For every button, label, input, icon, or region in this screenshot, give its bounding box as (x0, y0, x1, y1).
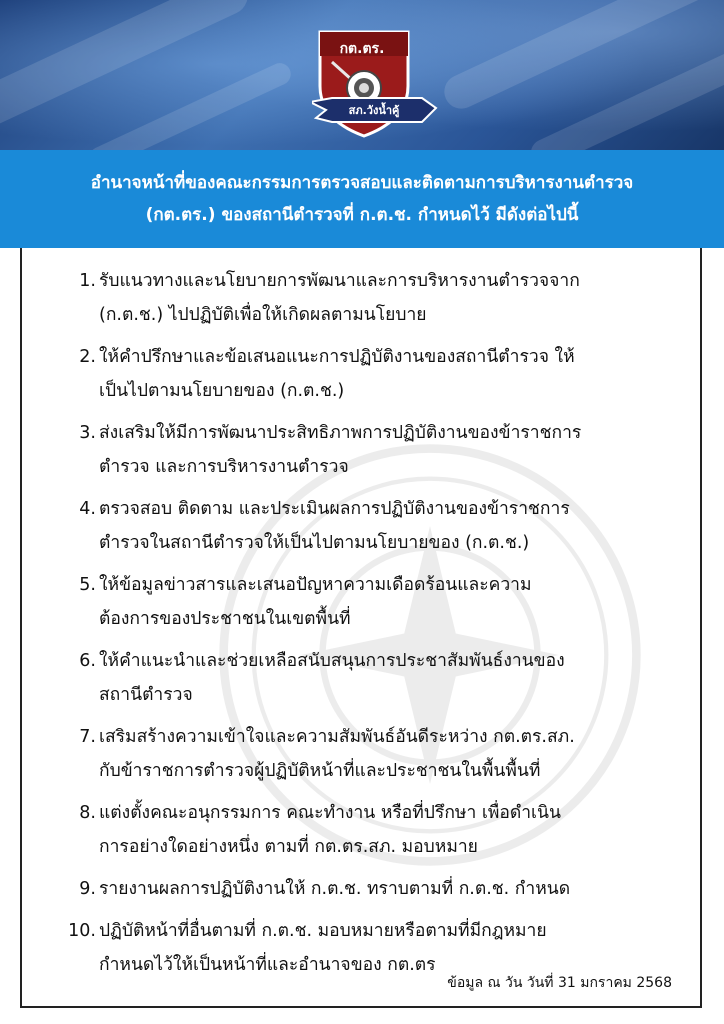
list-item-number: 6. (79, 651, 96, 671)
list-item-line: (ก.ต.ช.) ไปปฏิบัติเพื่อให้เกิดผลตามนโยบาย (99, 305, 427, 325)
list-item (64, 568, 684, 636)
list-item-number: 1. (79, 271, 96, 291)
list-item-line: กำหนดไว้ให้เป็นหน้าที่และอำนาจของ กต.ตร (99, 955, 436, 975)
list-item-line: ตำรวจในสถานีตำรวจให้เป็นไปตามนโยบายของ (ก.ต.ช.) (99, 533, 530, 553)
list-item-text (99, 568, 684, 636)
list-item-number: 4. (79, 499, 96, 519)
header-background (0, 0, 724, 160)
list-item-line: สถานีตำรวจ (99, 685, 193, 705)
list-item-line: กับข้าราชการตำรวจผู้ปฏิบัติหน้าที่และประชาชนในพื้นพื้นที่ (99, 761, 541, 781)
list-item-line: ตำรวจ และการบริหารงานตำรวจ (99, 457, 349, 477)
list-item-number: 7. (79, 727, 96, 747)
list-item-number: 10. (68, 921, 96, 941)
list-item-line: ต้องการของประชาชนในเขตพื้นที่ (99, 609, 351, 629)
logo-title: กต.ตร. (339, 41, 385, 57)
list-item-text (99, 492, 684, 560)
list-item (64, 416, 684, 484)
list-item-text (99, 796, 684, 864)
list-item-line: ให้คำแนะนำและช่วยเหลือสนับสนุนการประชาสัมพันธ์งานของ (99, 651, 565, 671)
list-item-line: ตรวจสอบ ติดตาม และประเมินผลการปฏิบัติงานของข้าราชการ (99, 499, 570, 519)
list-item-number: 2. (79, 347, 96, 367)
list-item-line: ให้คำปรึกษาและข้อเสนอแนะการปฏิบัติงานของสถานีตำรวจ ให้ (99, 347, 575, 367)
list-item-line: การอย่างใดอย่างหนึ่ง ตามที่ กต.ตร.สภ. มอบหมาย (99, 837, 478, 857)
list-item-line: แต่งตั้งคณะอนุกรรมการ คณะทำงาน หรือที่ปรึกษา เพื่อดำเนิน (99, 803, 561, 823)
list-item-line: เสริมสร้างความเข้าใจและความสัมพันธ์อันดีระหว่าง กต.ตร.สภ. (99, 727, 575, 747)
list-item-line: ปฏิบัติหน้าที่อื่นตามที่ ก.ต.ช. มอบหมายหรือตามที่มีกฎหมาย (99, 921, 547, 941)
list-item-text (99, 644, 684, 712)
list-item-line: ให้ข้อมูลข่าวสารและเสนอปัญหาความเดือดร้อนและความ (99, 575, 532, 595)
list-item-number: 5. (79, 575, 96, 595)
list-item (64, 872, 684, 906)
title-banner (0, 150, 724, 248)
list-item-number: 3. (79, 423, 96, 443)
page-title-line-1: อำนาจหน้าที่ของคณะกรรมการตรวจสอบและติดตามการบริหารงานตำรวจ (90, 173, 634, 193)
duties-list (64, 264, 684, 990)
list-item-line: รายงานผลการปฏิบัติงานให้ ก.ต.ช. ทราบตามที่ ก.ต.ช. กำหนด (99, 879, 571, 899)
list-item-text (99, 264, 684, 332)
list-item-line: ส่งเสริมให้มีการพัฒนาประสิทธิภาพการปฏิบัติงานของข้าราชการ (99, 423, 582, 443)
list-item (64, 264, 684, 332)
list-item-text (99, 872, 684, 906)
list-item (64, 340, 684, 408)
list-item-line: รับแนวทางและนโยบายการพัฒนาและการบริหารงานตำรวจจาก (99, 271, 580, 291)
list-item (64, 796, 684, 864)
police-committee-logo (312, 28, 442, 140)
logo-ribbon-label: สภ.วังน้ำคู้ (348, 104, 400, 117)
data-date-footer: ข้อมูล ณ วัน วันที่ 31 มกราคม 2568 (447, 975, 672, 991)
list-item (64, 720, 684, 788)
list-item (64, 492, 684, 560)
list-item-text (99, 340, 684, 408)
list-item (64, 644, 684, 712)
list-item-number: 8. (79, 803, 96, 823)
list-item-line: เป็นไปตามนโยบายของ (ก.ต.ช.) (99, 381, 345, 401)
list-item-text (99, 416, 684, 484)
list-item-number: 9. (79, 879, 96, 899)
page-title-line-2: (กต.ตร.) ของสถานีตำรวจที่ ก.ต.ช. กำหนดไว้ มีดังต่อไปนี้ (145, 205, 579, 225)
list-item-text (99, 720, 684, 788)
